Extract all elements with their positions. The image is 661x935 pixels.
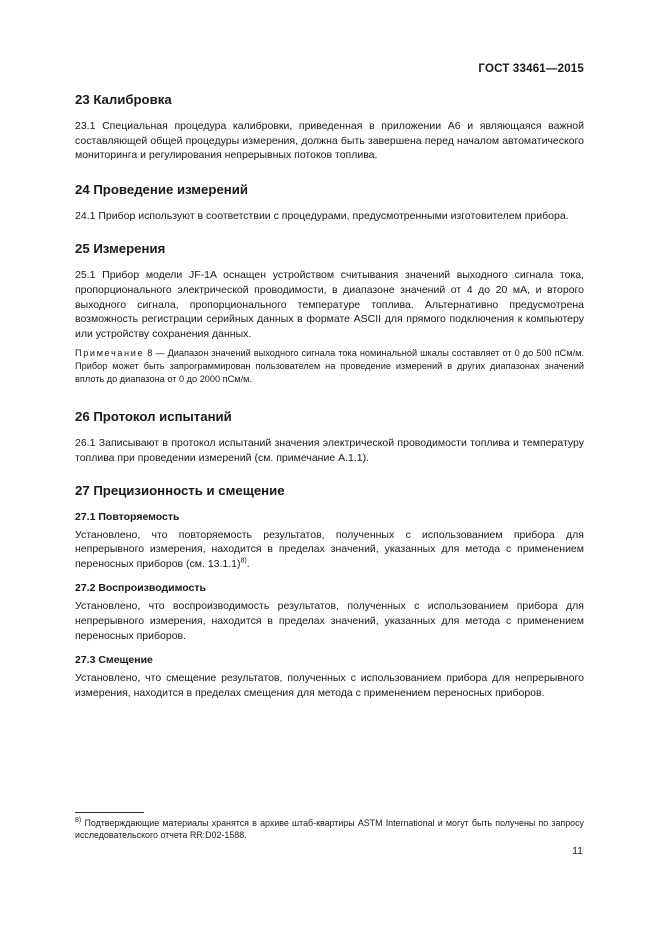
page-number: 11	[572, 845, 583, 857]
section-title: 24 Проведение измерений	[75, 181, 248, 197]
paragraph: Установлено, что воспроизводимость результатов, полученных с использованием прибора для непрерывного измерения, находится в пределах значений, указанных для метода с применением переносных приборов.	[75, 600, 584, 642]
subsection-title: 27.1 Повторяемость	[75, 510, 180, 523]
section-measurements	[75, 240, 584, 386]
note-label: Примечание	[75, 348, 145, 359]
paragraph: 23.1 Специальная процедура калибровки, приведенная в приложении А6 и являющаяся важной составляющей общей процедуры измерения, должна быть завершена перед началом автоматического мониторинга и регулирования непрерывных потоков топлива.	[75, 120, 584, 162]
section-title: 26 Протокол испытаний	[75, 409, 232, 425]
standard-code: ГОСТ 33461—2015	[478, 63, 584, 75]
paragraph	[75, 528, 584, 572]
page-content	[75, 91, 584, 710]
paragraph-end: .	[246, 557, 250, 570]
footnote-text: Подтверждающие материалы хранятся в архиве штаб-квартиры ASTM International и могут быть получены по запросу исследовательского отчета RR:D02-1588.	[75, 818, 584, 841]
footnote-ref[interactable]: 8)	[240, 557, 247, 565]
subsection-repeatability	[75, 510, 584, 572]
note-text: 8 — Диапазон значений выходного сигнала тока номинальной шкалы составляет от 0 до 500 пСм/м. Прибор может быть запрограммирован пользователем на проведение измерений в других диапазонах значений вплоть до диапазона от 0 до 2000 пСм/м.	[75, 348, 584, 385]
footnote	[75, 817, 584, 842]
subsection-title: 27.2 Воспроизводимость	[75, 582, 206, 595]
section-measurements-procedure	[75, 181, 584, 224]
section-test-report	[75, 408, 584, 465]
section-title: 23 Калибровка	[75, 92, 172, 107]
subsection-reproducibility	[75, 581, 584, 643]
section-title: 25 Измерения	[75, 241, 166, 257]
subsection-title: 27.3 Смещение	[75, 654, 153, 667]
note	[75, 347, 584, 386]
footnote-divider	[75, 812, 144, 813]
section-calibration	[75, 91, 584, 163]
paragraph: 24.1 Прибор используют в соответствии с процедурами, предусмотренными изготовителем прибора.	[75, 209, 569, 222]
paragraph: 26.1 Записывают в протокол испытаний значения электрической проводимости топлива и температуру топлива при проведении измерений (см. примечание А.1.1).	[75, 437, 584, 464]
subsection-bias	[75, 653, 584, 700]
paragraph: Установлено, что смещение результатов, полученных с использованием прибора для непрерывного измерения, находится в пределах смещения для метода с применением переносных приборов.	[75, 672, 584, 699]
footnote-marker: 8)	[75, 817, 82, 825]
paragraph: 25.1 Прибор модели JF-1A оснащен устройством считывания значений выходного сигнала тока, пропорционального электрической проводимости, в диапазоне значений от 4 до 20 мА, и второго выходного сигнала, пропорционального температуре топлива. Альтернативно предусмотрена возможность регистрации серийных данных в формате ASCII для прямого подключения к компьютеру или устройству сохранения данных.	[75, 269, 584, 340]
paragraph-text: Установлено, что повторяемость результатов, полученных с использованием прибора для непрерывного измерения, находится в пределах значений, указанных для метода с применением переносных приборов (см. 13.1.1)	[75, 528, 584, 570]
section-precision-bias	[75, 482, 584, 701]
section-title: 27 Прецизионность и смещение	[75, 482, 285, 498]
